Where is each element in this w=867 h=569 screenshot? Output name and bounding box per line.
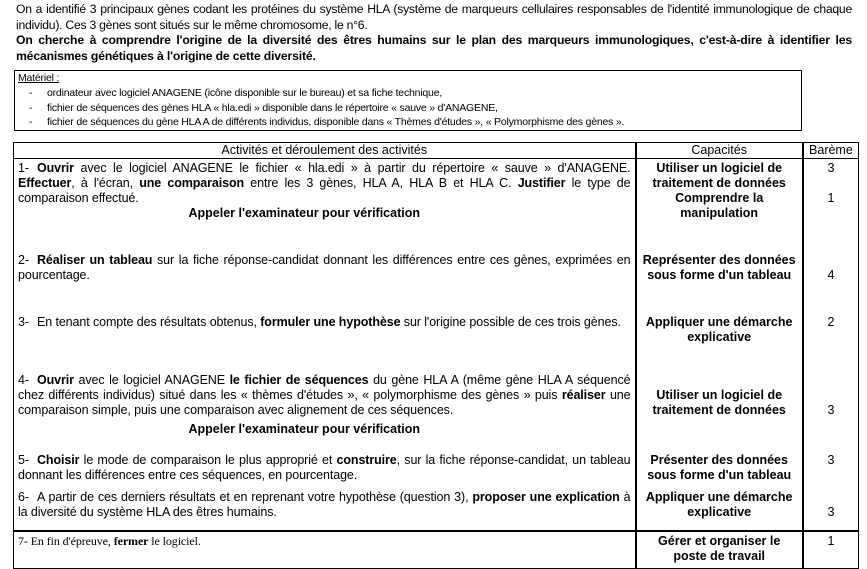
table-row [14,451,859,488]
call-examiner-note: Appeler l'examinateur pour vérification [188,422,420,436]
table-header-row [14,143,859,159]
table-row [14,251,859,313]
bareme-points: 3 [827,505,835,519]
capacity-text: Appliquer une démarche explicative [645,490,793,519]
activity-number: 3- [18,315,29,329]
capacity-text: Présenter des données sous forme d'un tableau [647,453,792,482]
materiel-item: - fichier de séquences des gènes HLA « hla.edi » disponible dans le répertoire « sauve » d'ANAGENE, [29,101,498,114]
table-row [14,371,859,451]
activity-number: 1- [18,161,29,175]
activity-text: En fin d'épreuve, [27,534,114,548]
intro-context: On a identifié 3 principaux gènes codant les protéines du système HLA (système de marqueurs cellulaires responsables de l'identité immunologique de chaque individu). Ces 3 gènes sont situés sur le même chromosome, le n°6. [16,2,852,32]
capacity-text: Comprendre la manipulation [675,191,764,220]
materiel-list [29,86,624,130]
bareme-cell [803,488,859,531]
activity-text: le logiciel. [148,534,201,548]
activity-keyword: construire [336,453,397,467]
capacity-cell [636,451,803,488]
header-capacities: Capacités [636,143,803,159]
activity-keyword: Choisir [37,453,80,467]
activity-cell [14,451,636,488]
bareme-points: 1 [827,191,835,205]
bareme-cell [803,159,859,252]
capacity-cell [636,159,803,252]
bareme-cell [803,531,859,569]
table-row [14,531,859,569]
activities-table [13,142,859,569]
capacity-text: Utiliser un logiciel de traitement de données [652,388,786,417]
activity-number: 7- [18,534,28,548]
capacity-text: Gérer et organiser le poste de travail [658,534,781,563]
materiel-box [14,70,802,131]
capacity-cell [636,371,803,451]
bareme-cell [803,451,859,488]
bareme-points: 1 [827,534,835,548]
activity-keyword: Ouvrir [37,373,74,387]
activity-keyword: formuler une hypothèse [260,315,401,329]
activity-cell [14,371,636,451]
capacity-cell [636,531,803,569]
table-row [14,313,859,371]
capacity-cell [636,251,803,313]
activity-text: une comparaison simple, puis une comparaison avec alignement de ces séquences. [18,388,631,417]
activity-keyword: une comparaison [139,176,245,190]
bareme-cell [803,313,859,371]
activity-text: entre les 3 gènes, HLA A, HLA B et HLA C. [244,176,518,190]
activity-cell [14,159,636,252]
bareme-cell [803,371,859,451]
activity-number: 6- [18,490,29,504]
materiel-item: - fichier de séquences du gène HLA A de différents individus, disponible dans « Thèmes d'études », « Polymorphisme des gènes ». [29,116,625,128]
activity-number: 2- [18,253,29,267]
capacity-text: Utiliser un logiciel de traitement de données [652,161,786,190]
activity-text: En tenant compte des résultats obtenus, [37,315,261,329]
capacity-text: Appliquer une démarche explicative [645,315,793,344]
activity-text: , à l'écran, [71,176,140,190]
capacity-cell [636,313,803,371]
activity-keyword: fermer [113,534,149,548]
activity-text: sur l'origine possible de ces trois gènes. [400,315,621,329]
activity-text: à la diversité du système HLA des êtres humains. [18,490,631,519]
materiel-title: Matériel : [18,72,60,84]
activity-keyword: Justifier [517,176,566,190]
activity-text: A partir de ces derniers résultats et en reprenant votre hypothèse (question 3), [37,490,473,504]
call-examiner-note: Appeler l'examinateur pour vérification [188,206,420,220]
bareme-points: 3 [827,161,835,175]
activity-cell [14,313,636,371]
activity-text: le type de comparaison effectué. [18,176,631,205]
activity-text: sur la fiche réponse-candidat donnant les différences entre ces gènes, exprimées en pourcentage. [18,253,631,282]
capacity-text: Représenter des données sous forme d'un tableau [642,253,796,282]
table-row [14,159,859,252]
activity-keyword: proposer une explication [472,490,620,504]
bareme-points: 2 [827,315,835,329]
header-bareme: Barème [803,143,859,159]
activity-text: avec le logiciel ANAGENE le fichier « hla.edi » à partir du répertoire « sauve » d'ANAGENE. [73,161,631,175]
intro-objective: On cherche à comprendre l'origine de la diversité des êtres humains sur le plan des marqueurs immunologiques, c'est-à-dire à identifier les mécanismes génétiques à l'origine de cette diversité. [16,33,852,63]
bareme-cell [803,251,859,313]
materiel-item: - ordinateur avec logiciel ANAGENE (icône disponible sur le bureau) et sa fiche technique, [29,87,443,99]
activity-keyword: Ouvrir [37,161,74,175]
activity-cell [14,488,636,531]
activity-keyword: Réaliser un tableau [37,253,153,267]
activity-number: 4- [18,373,29,387]
activity-text: le mode de comparaison le plus approprié et [79,453,337,467]
activity-cell [14,531,636,569]
activity-keyword: Effectuer [18,176,72,190]
activity-cell [14,251,636,313]
activity-keyword: réaliser [561,388,606,402]
intro-text [16,2,852,64]
activity-text: du gène HLA A (même gène HLA A séquencé chez différents individus) situé dans les « thèmes d'études », « polymorphisme des gènes » puis [18,373,631,402]
bareme-points: 3 [827,453,835,467]
activity-keyword: le fichier de séquences [229,373,369,387]
bareme-points: 3 [827,403,835,417]
capacity-cell [636,488,803,531]
bareme-points: 4 [827,268,835,282]
header-activities: Activités et déroulement des activités [14,143,636,159]
table-row [14,488,859,531]
activity-text: avec le logiciel ANAGENE [73,373,230,387]
activity-text: , sur la fiche réponse-candidat, un tableau donnant les différences entre ces séquences, en pourcentage. [18,453,631,482]
activity-number: 5- [18,453,29,467]
